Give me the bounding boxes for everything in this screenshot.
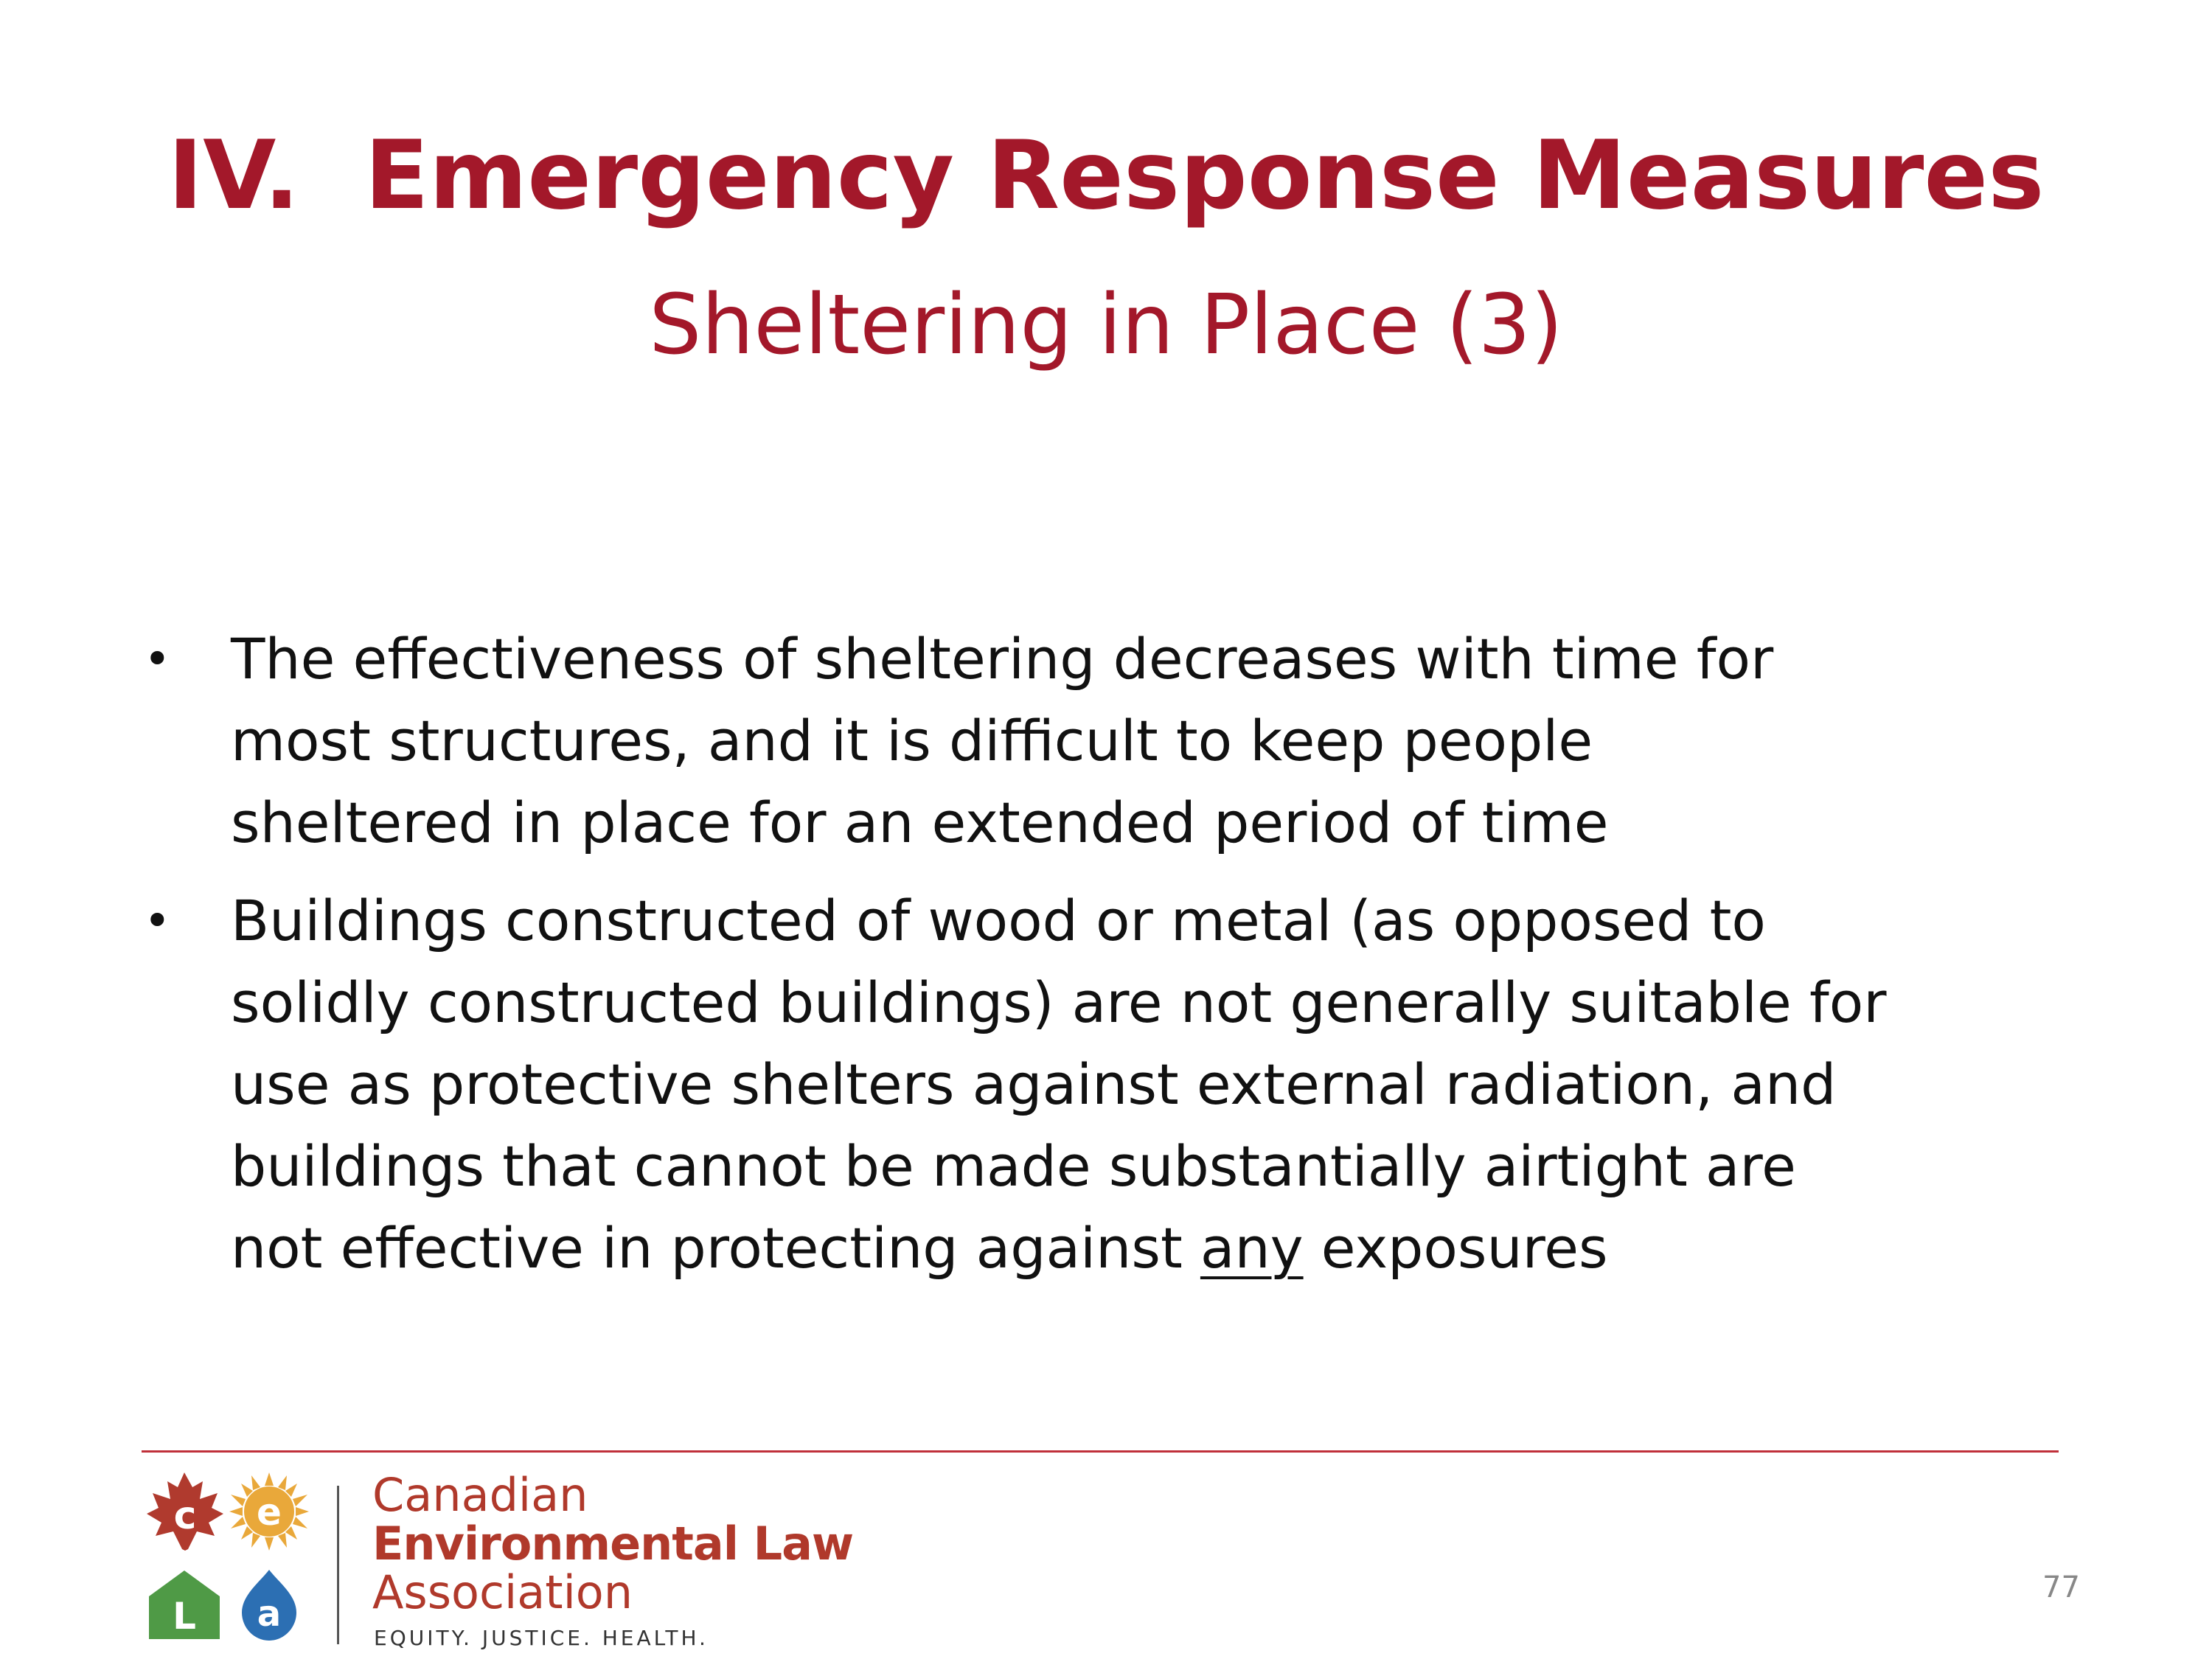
cela-logo: [144, 1468, 854, 1655]
org-name-line: Canadian: [372, 1468, 588, 1522]
bullet-line: solidly constructed buildings) are not generally suitable for: [231, 970, 1887, 1035]
bullet-line: [231, 1207, 2148, 1289]
maple-leaf-icon: [147, 1472, 223, 1551]
section-number: IV.: [167, 121, 300, 231]
logo-marks: [144, 1471, 313, 1655]
water-drop-icon: [242, 1570, 296, 1641]
svg-text:a: a: [257, 1593, 282, 1635]
bullet-line: use as protective shelters against external radiation, and: [231, 1051, 1837, 1117]
svg-text:c: c: [173, 1494, 197, 1538]
bullet-line-start: not effective in protecting against: [231, 1215, 1200, 1281]
slide-subtitle: Sheltering in Place (3): [649, 277, 1563, 373]
slide-title: [0, 121, 2212, 231]
bullet-marker: •: [144, 632, 171, 686]
bullet-marker: •: [144, 894, 171, 947]
bullet-line-end: exposures: [1303, 1215, 1608, 1281]
logo-divider: [337, 1486, 339, 1644]
svg-text:e: e: [257, 1491, 282, 1534]
svg-text:L: L: [173, 1595, 196, 1638]
footer-divider: [142, 1450, 2059, 1453]
underlined-word: any: [1200, 1215, 1304, 1281]
bullet-line: sheltered in place for an extended period of time: [231, 790, 1609, 855]
organization-name: [372, 1468, 854, 1619]
page-number: 77: [2042, 1571, 2080, 1604]
bullet-text: [231, 618, 2148, 863]
title-text: Emergency Response Measures: [364, 121, 2045, 231]
bullet-line: most structures, and it is difficult to keep people: [231, 708, 1593, 773]
bullet-line: Buildings constructed of wood or metal (as opposed to: [231, 888, 1766, 953]
house-icon: [149, 1571, 220, 1639]
org-name-line: Environmental Law: [372, 1517, 854, 1571]
bullet-text: [231, 880, 2148, 1289]
sun-icon: [229, 1472, 309, 1551]
bullet-line: buildings that cannot be made substantially airtight are: [231, 1133, 1796, 1199]
org-name-line: Association: [372, 1565, 633, 1619]
organization-tagline: EQUITY. JUSTICE. HEALTH.: [374, 1626, 709, 1650]
bullet-line: The effectiveness of sheltering decreases with time for: [231, 626, 1774, 692]
